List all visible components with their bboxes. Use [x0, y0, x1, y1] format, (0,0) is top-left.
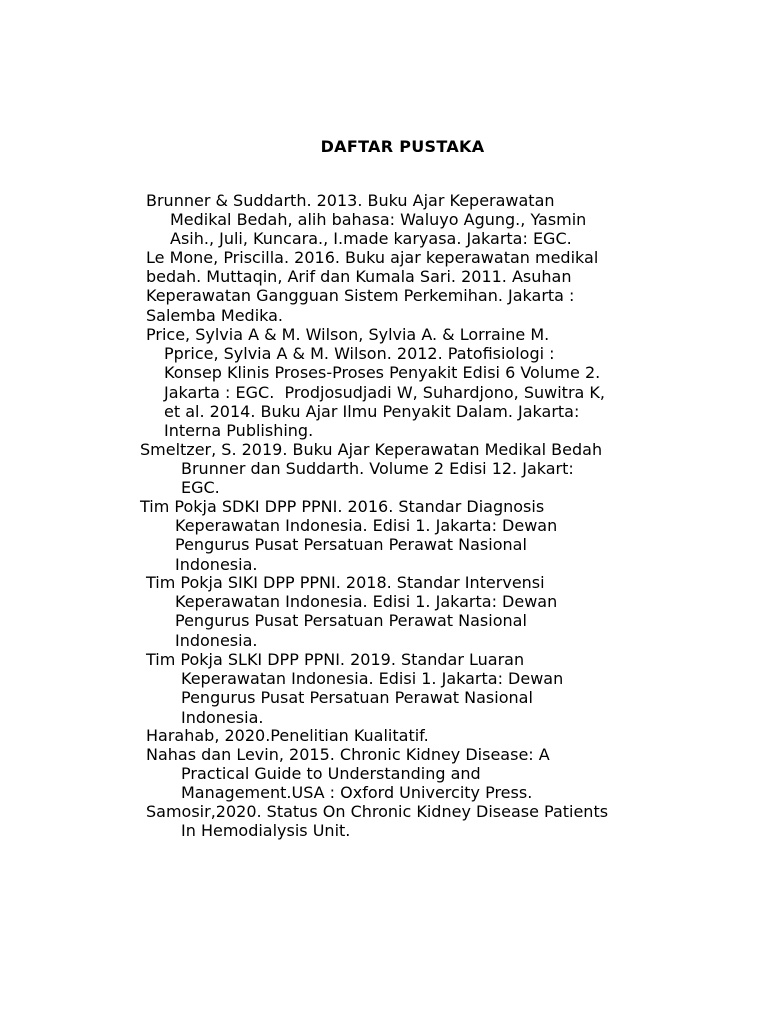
reference-line: Price, Sylvia A & M. Wilson, Sylvia A. & Lorraine M.	[146, 325, 550, 344]
reference-entry	[140, 497, 557, 574]
reference-line: Le Mone, Priscilla. 2016. Buku ajar keperawatan medikal	[146, 248, 599, 267]
reference-entry	[146, 726, 429, 745]
reference-line: Keperawatan Indonesia. Edisi 1. Jakarta: Dewan	[181, 669, 564, 689]
reference-line: et al. 2014. Buku Ajar Ilmu Penyakit Dalam. Jakarta:	[164, 401, 580, 421]
reference-line: Tim Pokja SLKI DPP PPNI. 2019. Standar Luaran	[146, 650, 525, 669]
reference-line: Pengurus Pusat Persatuan Perawat Nasional	[175, 535, 527, 555]
reference-entry	[146, 191, 586, 249]
reference-line: Keperawatan Indonesia. Edisi 1. Jakarta: Dewan	[175, 516, 558, 536]
reference-line: Salemba Medika.	[146, 305, 284, 325]
reference-line: Tim Pokja SIKI DPP PPNI. 2018. Standar Intervensi	[146, 573, 545, 592]
reference-entry	[146, 325, 605, 440]
reference-entry	[146, 573, 557, 650]
reference-line: Asih., Juli, Kuncara., I.made karyasa. Jakarta: EGC.	[170, 229, 572, 249]
reference-line: In Hemodialysis Unit.	[181, 821, 351, 841]
reference-line: Interna Publishing.	[164, 420, 314, 440]
reference-line: Indonesia.	[175, 630, 258, 650]
reference-line: Tim Pokja SDKI DPP PPNI. 2016. Standar Diagnosis	[140, 497, 545, 516]
reference-line: Medikal Bedah, alih bahasa: Waluyo Agung., Yasmin	[170, 210, 587, 230]
reference-line: EGC.	[181, 478, 220, 498]
reference-line: Keperawatan Gangguan Sistem Perkemihan. Jakarta :	[146, 286, 575, 306]
reference-line: Pprice, Sylvia A & M. Wilson. 2012. Patofisiologi :	[164, 344, 555, 364]
reference-line: Practical Guide to Understanding and	[181, 764, 481, 784]
reference-line: Keperawatan Indonesia. Edisi 1. Jakarta: Dewan	[175, 592, 558, 612]
reference-line: Brunner & Suddarth. 2013. Buku Ajar Keperawatan	[146, 191, 555, 210]
reference-entry	[146, 248, 598, 325]
reference-entry	[140, 440, 602, 498]
page-title: DAFTAR PUSTAKA	[320, 137, 485, 156]
reference-line: Smeltzer, S. 2019. Buku Ajar Keperawatan Medikal Bedah	[140, 440, 603, 459]
reference-line: Management.USA : Oxford Univercity Press.	[181, 783, 533, 803]
reference-line: Nahas dan Levin, 2015. Chronic Kidney Disease: A	[146, 745, 550, 764]
reference-line: Indonesia.	[175, 554, 258, 574]
reference-line: Harahab, 2020.Penelitian Kualitatif.	[146, 726, 429, 745]
reference-entry	[146, 650, 563, 727]
reference-line: Pengurus Pusat Persatuan Perawat Nasional	[175, 611, 527, 631]
reference-line: Samosir,2020. Status On Chronic Kidney Disease Patients	[146, 802, 609, 821]
reference-line: Jakarta : EGC. Prodjosudjadi W, Suhardjono, Suwitra K,	[164, 382, 605, 402]
reference-line: Indonesia.	[181, 707, 264, 727]
reference-line: Brunner dan Suddarth. Volume 2 Edisi 12. Jakart:	[181, 459, 574, 479]
reference-line: Pengurus Pusat Persatuan Perawat Nasional	[181, 688, 533, 708]
reference-entry	[146, 745, 550, 803]
reference-entry	[146, 802, 608, 840]
reference-line: Konsep Klinis Proses-Proses Penyakit Edisi 6 Volume 2.	[164, 363, 601, 383]
reference-line: bedah. Muttaqin, Arif dan Kumala Sari. 2011. Asuhan	[146, 267, 572, 287]
